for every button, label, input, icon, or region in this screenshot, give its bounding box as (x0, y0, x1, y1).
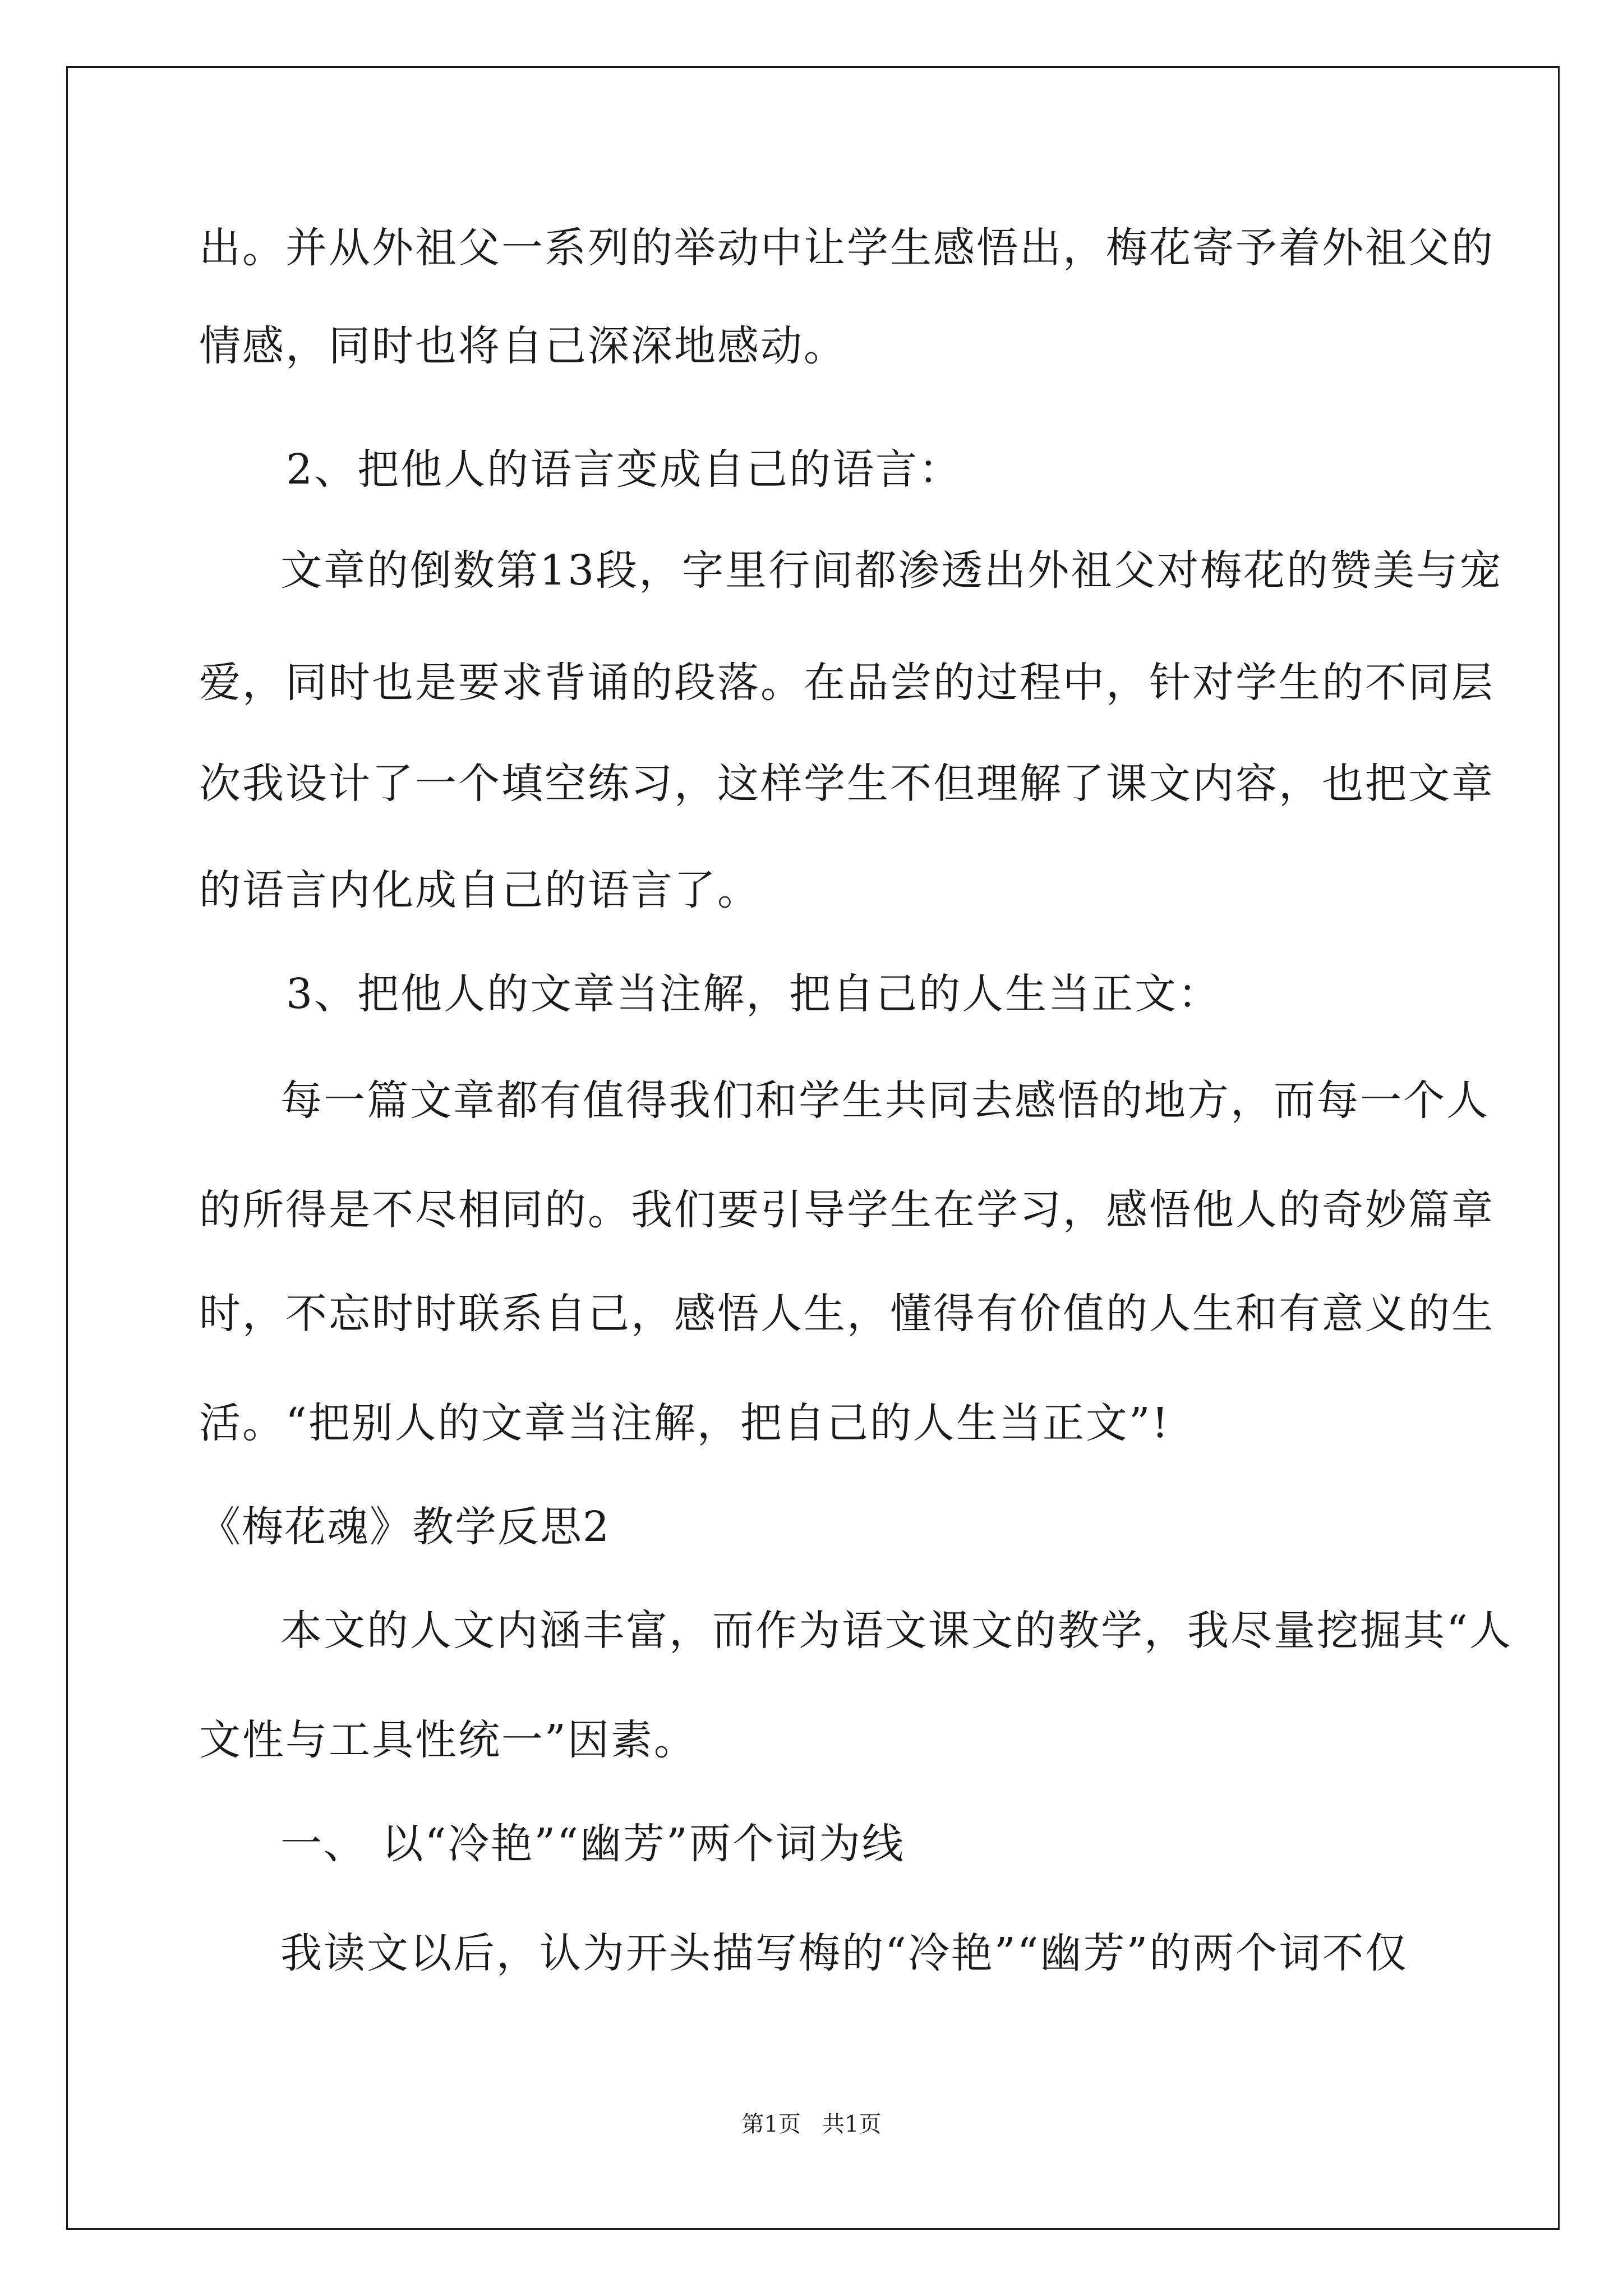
paragraph-first-line: 我读文以后，认为开头描写梅的“冷艳”“幽芳”的两个词不仅 (280, 1929, 1409, 1977)
subsection-heading: 一、 以“冷艳”“幽芳”两个词为线 (280, 1820, 905, 1868)
page-footer: 第1页 共1页 (741, 2111, 882, 2137)
body-text-line: 活。“把别人的文章当注解，把自己的人生当正文”! (199, 1399, 1170, 1447)
body-text-line: 的所得是不尽相同的。我们要引导学生在学习，感悟他人的奇妙篇章 (199, 1186, 1495, 1234)
paragraph-first-line: 每一篇文章都有值得我们和学生共同去感悟的地方，而每一个人 (280, 1076, 1490, 1125)
paragraph-first-line: 文章的倒数第13段，字里行间都渗透出外祖父对梅花的赞美与宠 (280, 546, 1503, 595)
page-border (66, 66, 1560, 2230)
body-text-line: 文性与工具性统一”因素。 (199, 1716, 697, 1764)
section-title: 《梅花魂》教学反思2 (199, 1503, 611, 1551)
body-text-line: 次我设计了一个填空练习，这样学生不但理解了课文内容，也把文章 (199, 760, 1495, 808)
body-text-line: 时，不忘时时联系自己，感悟人生，懂得有价值的人生和有意义的生 (199, 1290, 1495, 1338)
body-text-line: 出。并从外祖父一系列的举动中让学生感悟出，梅花寄予着外祖父的 (199, 224, 1495, 272)
paragraph-first-line: 本文的人文内涵丰富，而作为语文课文的教学，我尽量挖掘其“人 (280, 1607, 1513, 1655)
body-text-line: 情感，同时也将自己深深地感动。 (199, 322, 847, 370)
numbered-item-heading: 2、把他人的语言变成自己的语言： (286, 445, 962, 494)
body-text-line: 的语言内化成自己的语言了。 (199, 866, 760, 914)
body-text-line: 爱，同时也是要求背诵的段落。在品尝的过程中，针对学生的不同层 (199, 659, 1495, 707)
numbered-item-heading: 3、把他人的文章当注解，把自己的人生当正文： (286, 970, 1221, 1018)
